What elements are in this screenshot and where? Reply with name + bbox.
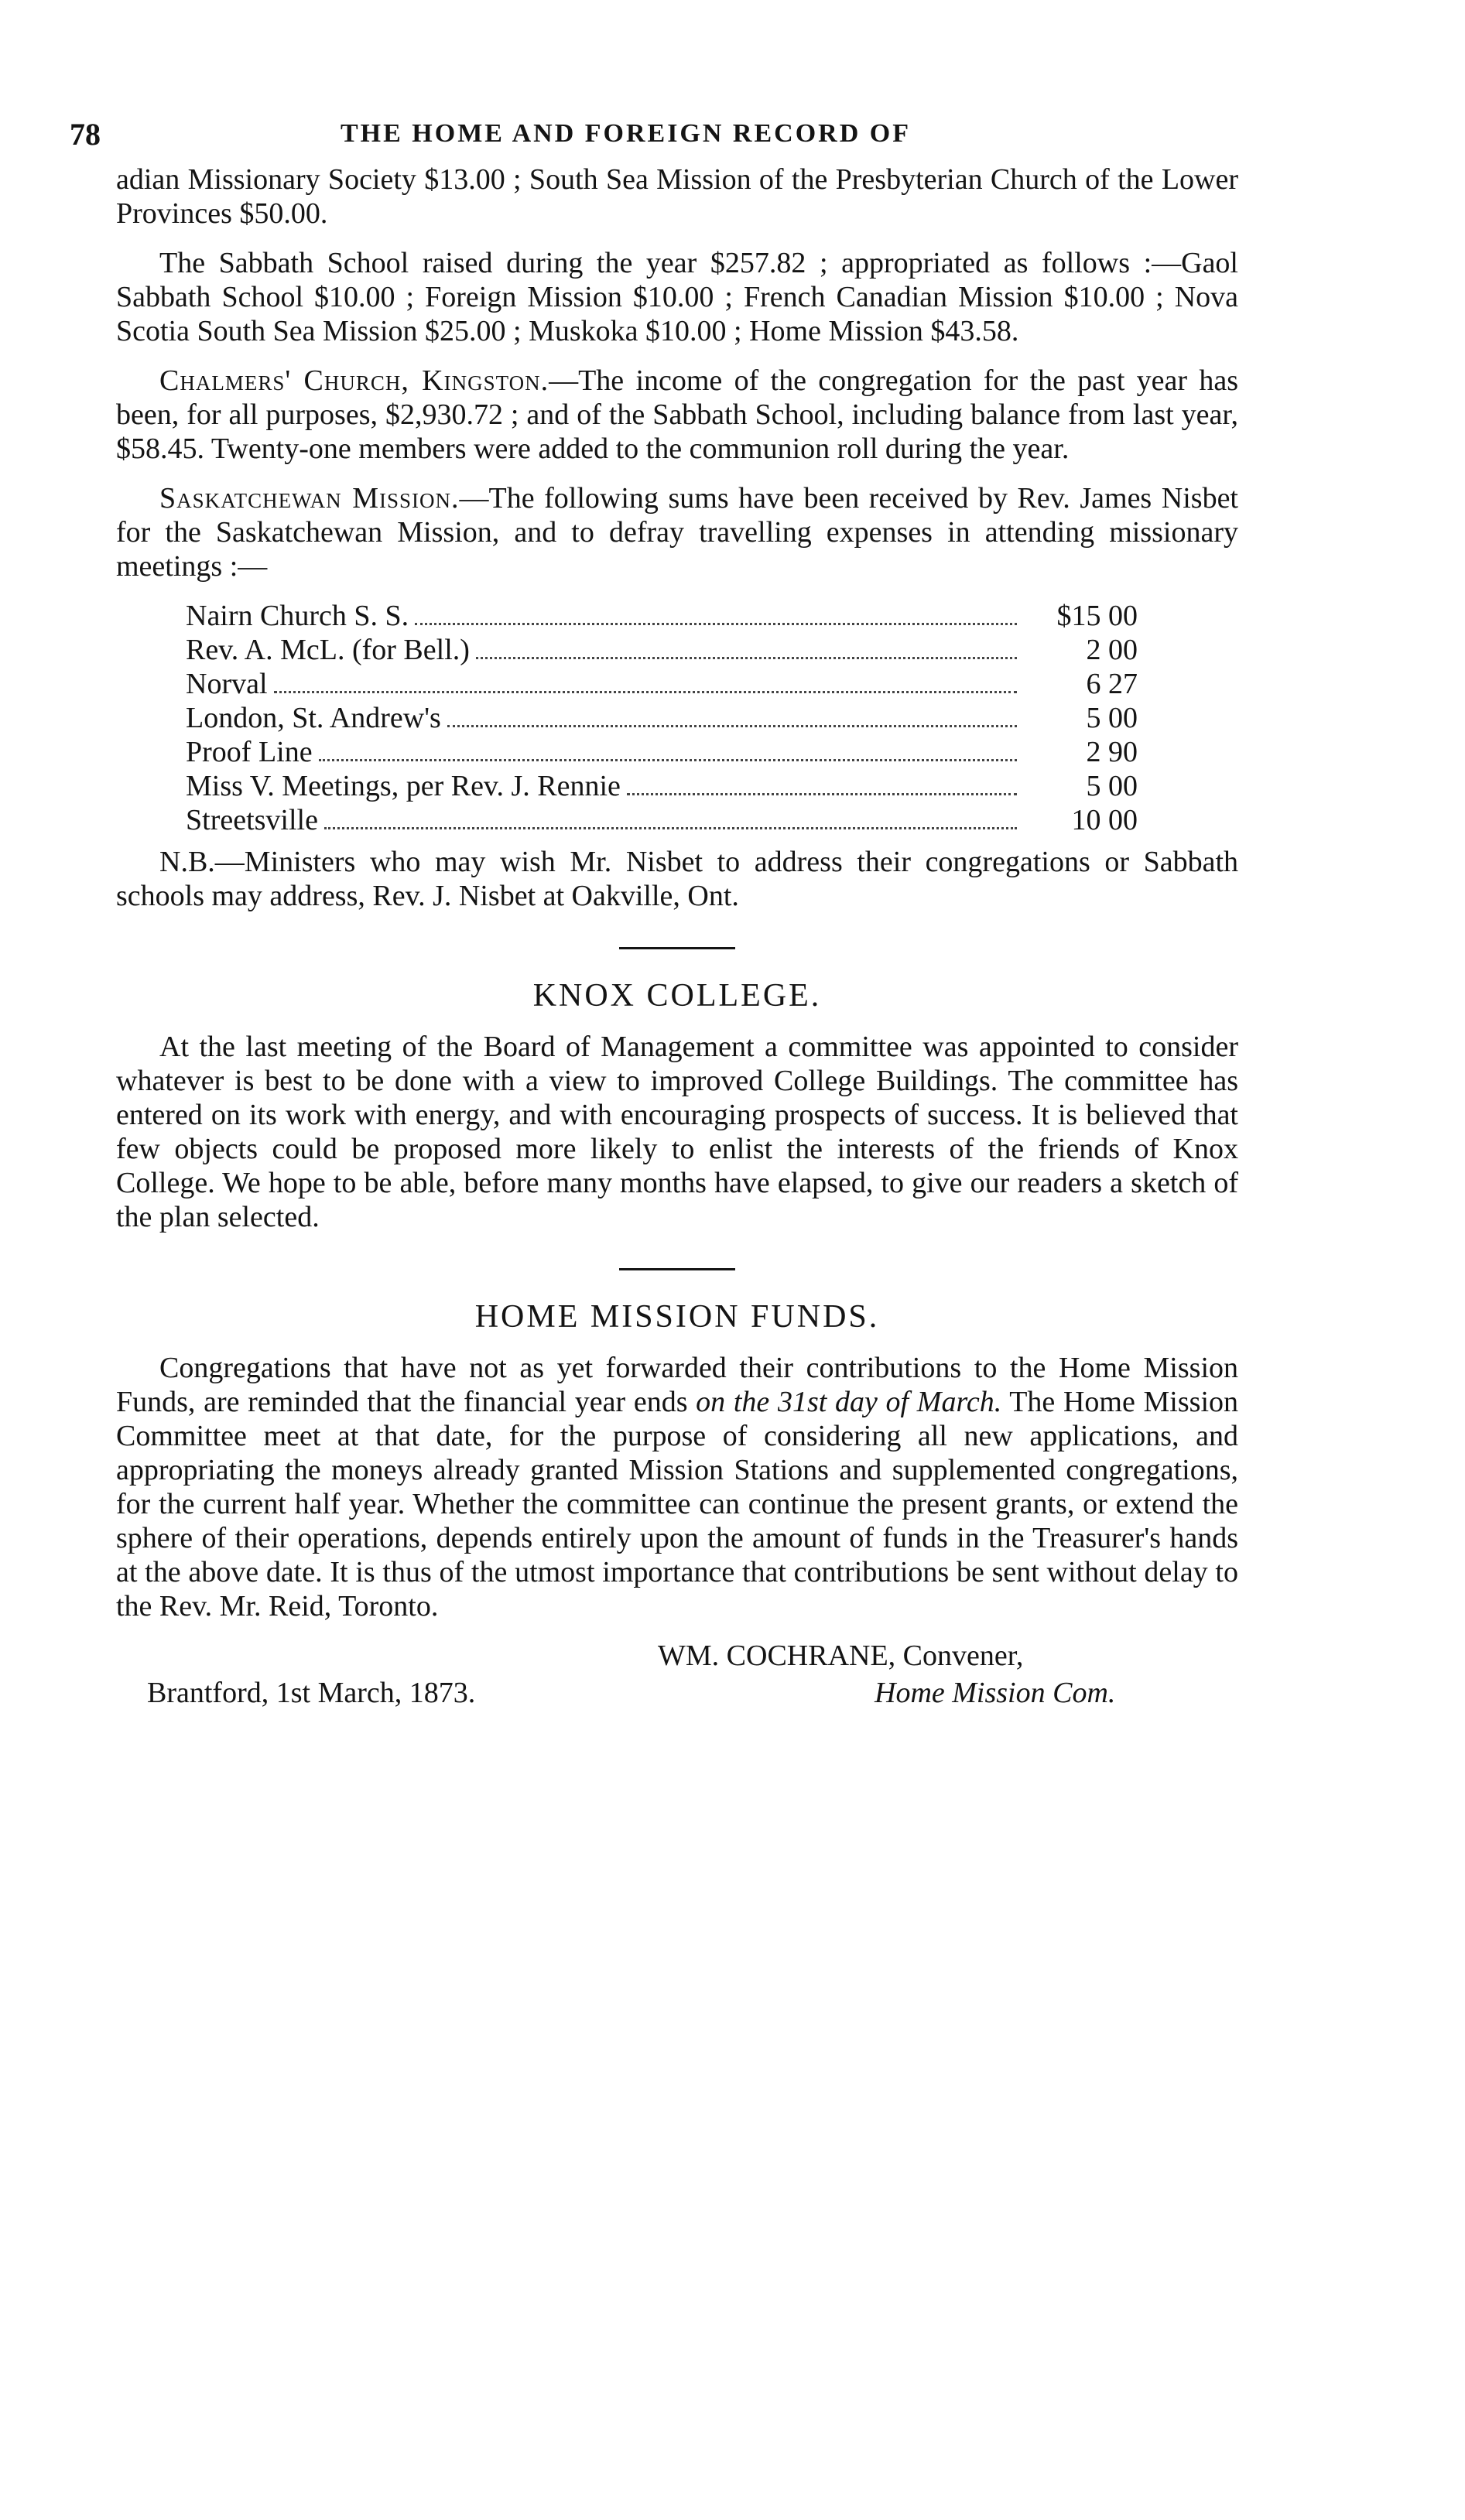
home-mission-body — [116, 1351, 1238, 1623]
home-mission-heading: HOME MISSION FUNDS. — [474, 1299, 880, 1335]
paragraph-chalmers-church — [116, 364, 1238, 466]
paragraph-continuation: adian Missionary Society $13.00 ; South Sea Mission of the Presbyterian Church of the Lower Provinces $50.00. — [116, 163, 1238, 230]
dot-leader — [447, 725, 1017, 727]
ledger-row — [186, 769, 1138, 803]
dot-leader — [274, 691, 1017, 693]
running-title: THE HOME AND FOREIGN RECORD OF — [341, 119, 911, 148]
contribution-ledger — [116, 599, 1238, 837]
knox-college-body: At the last meeting of the Board of Management a committee was appointed to consider whatever is best to be done with a view to improved College Buildings. The committee has entered on its work with energy, and with encouraging prospects of success. It is believed that few objects could be proposed more likely to enlist the interests of the friends of Knox College. We hope to be able, before many months have elapsed, to give our readers a sketch of the plan selected. — [116, 1031, 1238, 1233]
page-number: 78 — [70, 117, 101, 152]
paragraph-saskatchewan-mission — [116, 481, 1238, 583]
signature-name: WM. COCHRANE, Convener, — [658, 1640, 1024, 1672]
home-mission-body-italic: on the 31st day of March. — [696, 1386, 1002, 1418]
ledger-amount: 2 90 — [1086, 736, 1138, 768]
running-head — [70, 116, 1238, 162]
signature-place-date: Brantford, 1st March, 1873. — [147, 1677, 476, 1709]
dot-leader — [476, 657, 1017, 659]
paragraph-sabbath-school: The Sabbath School raised during the year $257.82 ; appropriated as follows :—Gaol Sabbath School $10.00 ; Foreign Mission $10.00 ; French Canadian Mission $10.00 ; Nova Scotia South Sea Mission $25.00 ; Muskoka $10.00 ; Home Mission $43.58. — [116, 247, 1238, 347]
dot-leader — [415, 623, 1017, 625]
signature-block — [116, 1639, 1238, 1716]
knox-college-heading: KNOX COLLEGE. — [532, 978, 822, 1014]
ledger-label: Norval — [186, 668, 268, 700]
ledger-row — [186, 803, 1138, 837]
signature-title: Home Mission Com. — [875, 1677, 1116, 1709]
saskatchewan-heading: Saskatchewan Mission. — [159, 482, 460, 515]
ledger-row — [186, 735, 1138, 769]
ledger-row — [186, 633, 1138, 667]
ledger-label: Proof Line — [186, 736, 313, 768]
ledger-label: Miss V. Meetings, per Rev. J. Rennie — [186, 770, 621, 802]
ledger-row — [186, 599, 1138, 633]
ledger-label: Nairn Church S. S. — [186, 600, 409, 632]
ledger-row — [186, 667, 1138, 701]
ledger-row — [186, 701, 1138, 735]
ledger-label: Rev. A. McL. (for Bell.) — [186, 634, 470, 666]
dot-leader — [324, 827, 1017, 829]
ledger-label: Streetsville — [186, 804, 318, 836]
ledger-amount: 5 00 — [1086, 770, 1138, 802]
ledger-amount: 2 00 — [1086, 634, 1138, 666]
dot-leader — [319, 759, 1017, 761]
saskatchewan-body: —The following sums have been received by Rev. James Nisbet for the Saskatchewan Mission, and to defray travelling expenses in attending missionary meetings :— — [116, 482, 1238, 583]
ledger-amount: $15 00 — [1056, 600, 1138, 632]
ledger-amount: 10 00 — [1071, 804, 1138, 836]
page — [70, 116, 1239, 1716]
ledger-label: London, St. Andrew's — [186, 702, 441, 734]
chalmers-body: —The income of the congregation for the past year has been, for all purposes, $2,930.72 ; and of the Sabbath School, including balance from last year, $58.45. Twenty-one members were added to the communion roll during the year. — [116, 364, 1239, 465]
nb-note: N.B.—Ministers who may wish Mr. Nisbet to address their congregations or Sabbath schools may address, Rev. J. Nisbet at Oakville, Ont. — [116, 846, 1238, 912]
home-mission-body-end: The Home Mission Committee meet at that date, for the purpose of considering all new applications, and appropriating the moneys already granted Mission Stations and supplemented congregations, for the current half year. Whether the committee can continue the present grants, or extend the sphere of their operations, depends entirely upon the amount of funds in the Treasurer's hands at the above date. It is thus of the utmost importance that contributions be sent without delay to the Rev. Mr. Reid, Toronto. — [116, 1386, 1238, 1622]
dot-leader — [627, 793, 1017, 795]
section-divider — [619, 1268, 735, 1270]
chalmers-heading: Chalmers' Church, Kingston. — [159, 364, 549, 397]
ledger-amount: 5 00 — [1086, 702, 1138, 734]
home-mission-body-start: Congregations that have not as yet forwarded their contributions to the Home Mission Funds, are reminded that the financial year ends — [116, 1352, 1238, 1418]
ledger-amount: 6 27 — [1086, 668, 1138, 700]
section-divider — [619, 947, 735, 949]
